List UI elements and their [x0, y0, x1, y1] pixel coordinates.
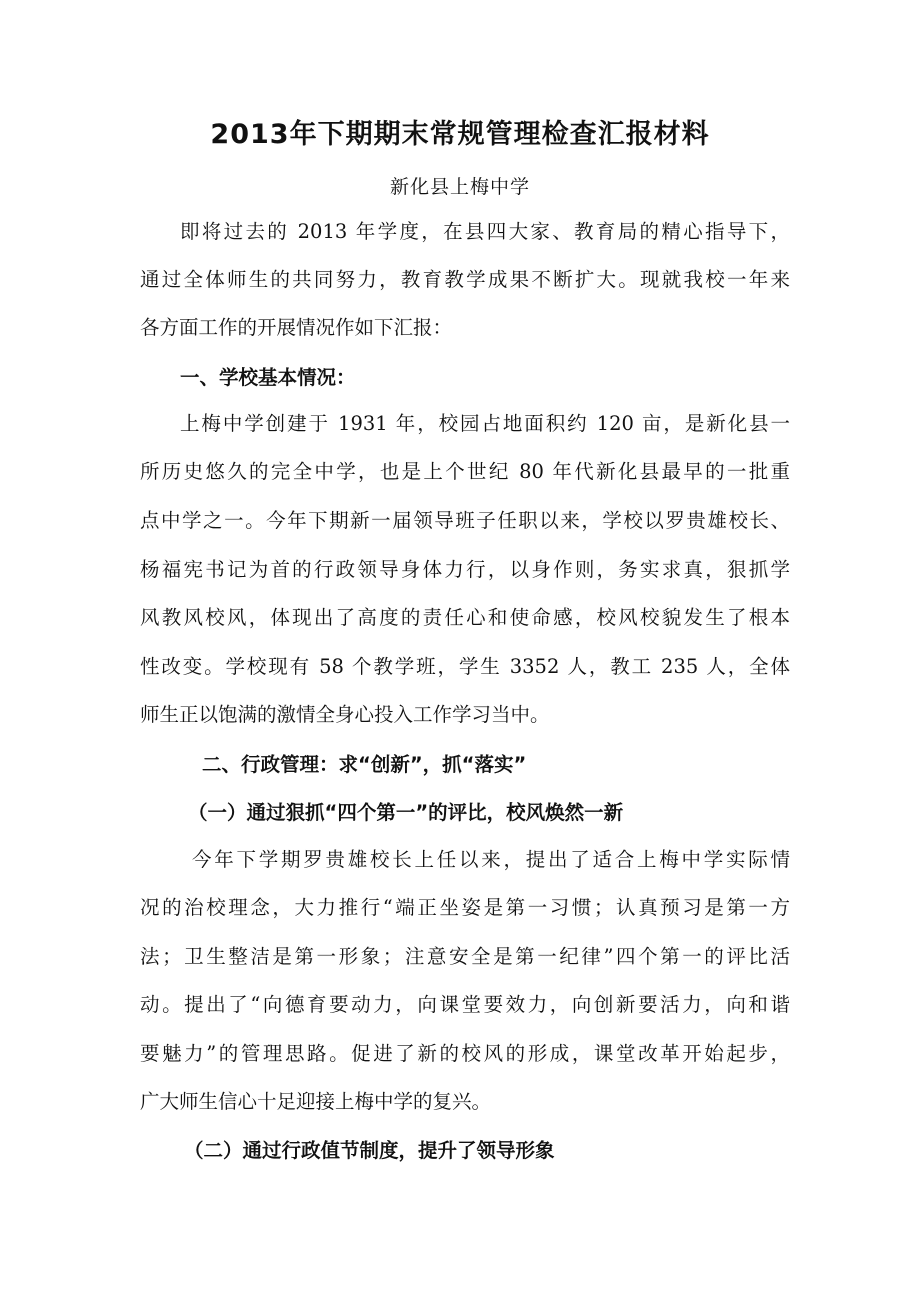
section-heading: 一、学校基本情况：	[180, 366, 356, 389]
paragraph-line: 性改变。学校现有 58 个教学班，学生 3352 人，教工 235 人，全体	[140, 655, 790, 678]
paragraph-line: 今年下学期罗贵雄校长上任以来，提出了适合上梅中学实际情	[192, 848, 790, 871]
paragraph-line: 风教风校风，体现出了高度的责任心和使命感，校风校貌发生了根本	[140, 606, 790, 629]
paragraph-line: 况的治校理念，大力推行“端正坐姿是第一习惯；认真预习是第一方	[140, 896, 790, 919]
school-name: 新化县上梅中学	[389, 176, 530, 198]
paragraph-line: 点中学之一。今年下期新一届领导班子任职以来，学校以罗贵雄校长、	[140, 509, 790, 532]
paragraph-line: 上梅中学创建于 1931 年，校园占地面积约 120 亩，是新化县一	[180, 412, 790, 435]
intro-line: 各方面工作的开展情况作如下汇报：	[140, 316, 453, 339]
paragraph-line: 动。提出了“向德育要动力，向课堂要效力，向创新要活力，向和谐	[140, 993, 790, 1016]
paragraph-line: 要魅力”的管理思路。促进了新的校风的形成，课堂改革开始起步，	[140, 1042, 790, 1065]
paragraph-line: 广大师生信心十足迎接上梅中学的复兴。	[140, 1090, 492, 1113]
intro-line: 即将过去的 2013 年学度，在县四大家、教育局的精心指导下，	[180, 220, 790, 243]
document-title: 2013年下期期末常规管理检查汇报材料	[210, 119, 710, 150]
subsection-heading: （二）通过行政值节制度，提升了领导形象	[184, 1139, 555, 1162]
paragraph-line: 杨福宪书记为首的行政领导身体力行，以身作则，务实求真，狠抓学	[140, 558, 790, 581]
subsection-heading: （一）通过狠抓“四个第一”的评比，校风焕然一新	[188, 801, 624, 824]
paragraph-line: 法；卫生整洁是第一形象；注意安全是第一纪律”四个第一的评比活	[140, 945, 790, 968]
section-heading: 二、行政管理：求“创新”，抓“落实”	[202, 753, 527, 776]
paragraph-line: 师生正以饱满的激情全身心投入工作学习当中。	[140, 703, 550, 726]
intro-line: 通过全体师生的共同努力，教育教学成果不断扩大。现就我校一年来	[140, 268, 790, 291]
paragraph-line: 所历史悠久的完全中学，也是上个世纪 80 年代新化县最早的一批重	[140, 460, 790, 483]
